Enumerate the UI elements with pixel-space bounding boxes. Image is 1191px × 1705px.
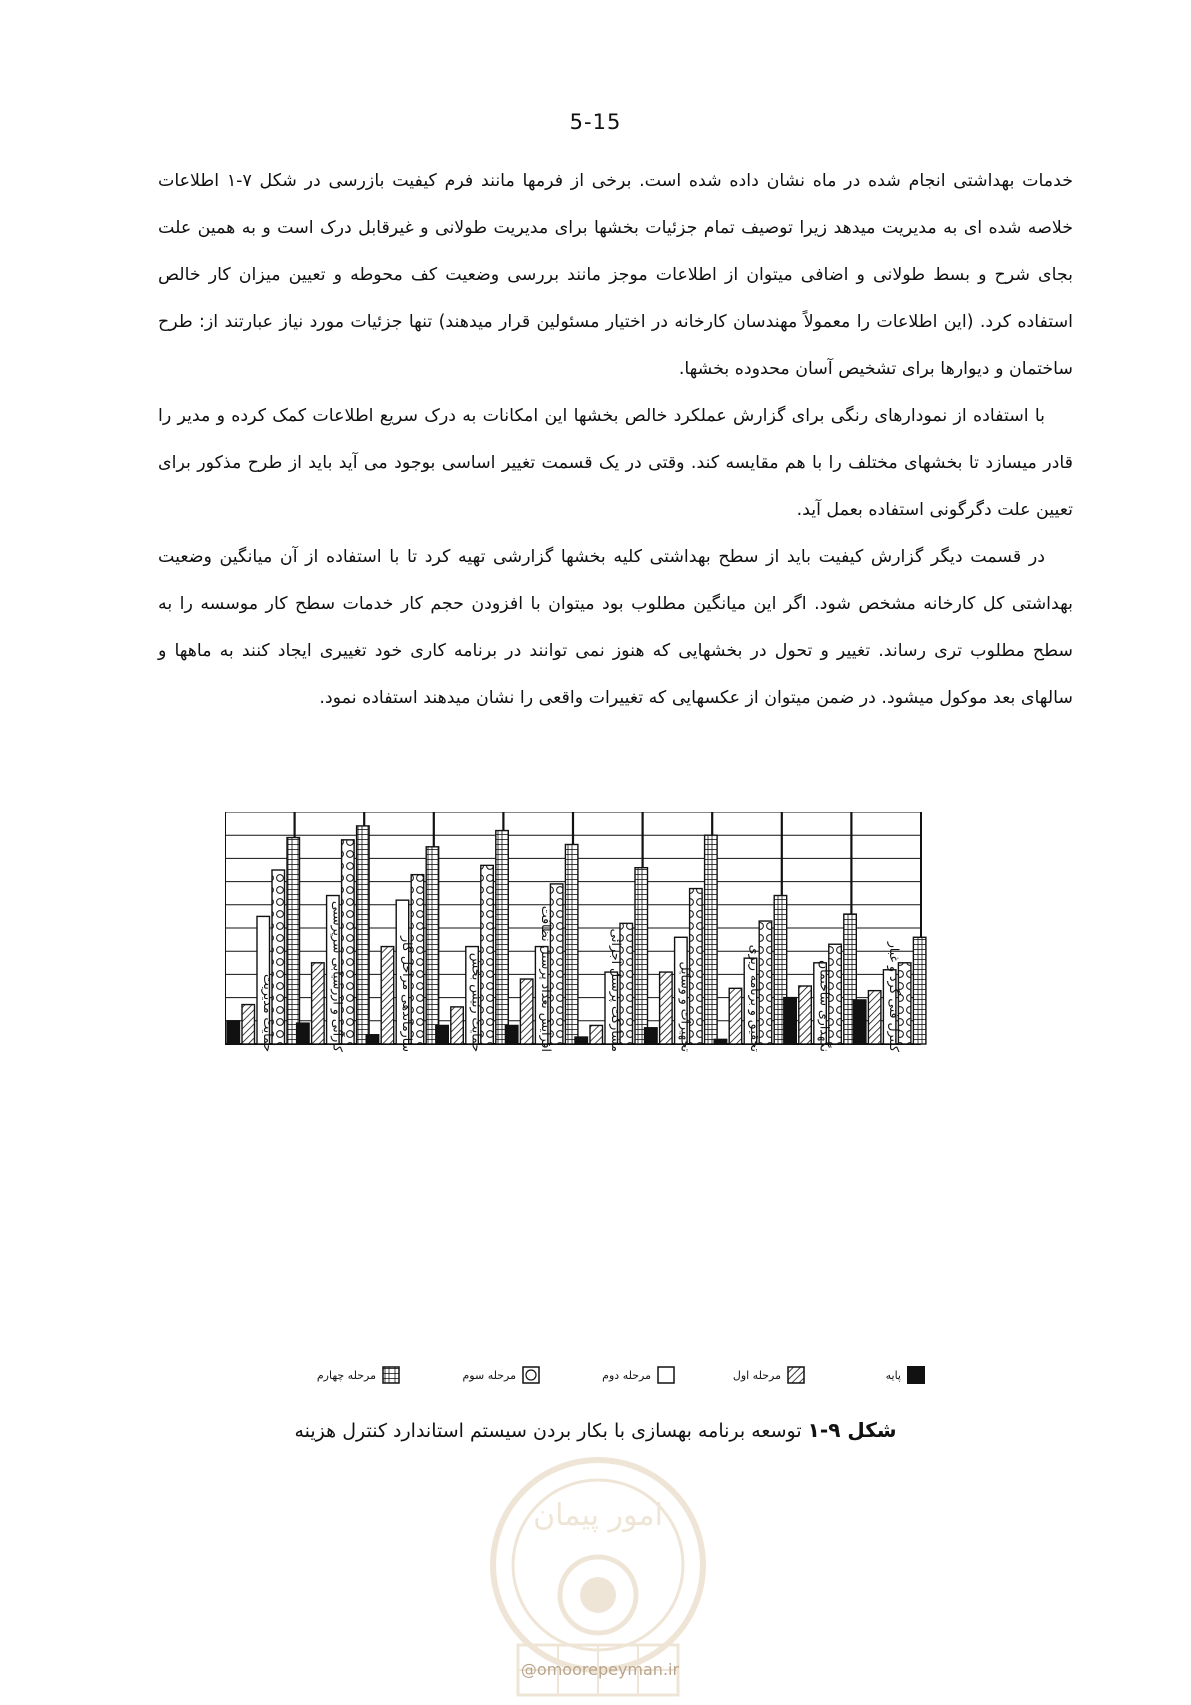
bar-solid: [227, 1021, 240, 1044]
category-label: تجهیزات و وسایل: [678, 961, 694, 1052]
bar-solid: [436, 1025, 449, 1044]
legend-item-stage2: [602, 1366, 675, 1384]
bar-hatch: [381, 947, 394, 1044]
bar-hatch: [451, 1007, 464, 1044]
bar-hatch: [729, 988, 742, 1044]
category-label: افزایش تعداد پرسنل نظافت: [539, 905, 555, 1052]
legend-swatch-hatch: [787, 1366, 805, 1384]
bar-solid: [366, 1035, 379, 1044]
watermark-url: @omoorepeyman.ir: [520, 1660, 680, 1679]
figure-caption-text: توسعه برنامه بهسازی با بکار بردن سیستم استاندارد کنترل هزینه: [294, 1420, 802, 1442]
legend-label-stage2: مرحله دوم: [602, 1368, 651, 1382]
legend-swatch-empty: [657, 1366, 675, 1384]
bar-hatch: [590, 1025, 603, 1044]
legend-item-base: [886, 1366, 925, 1384]
legend-item-stage4: [317, 1366, 400, 1384]
body-text: [158, 158, 1073, 722]
legend-item-stage3: [462, 1366, 540, 1384]
bar-bricks: [496, 831, 509, 1044]
bar-chart-svg: [225, 812, 975, 1292]
bar-bricks: [287, 838, 300, 1044]
bar-hatch: [520, 979, 533, 1044]
bar-hatch: [799, 986, 812, 1044]
legend-swatch-circles: [522, 1366, 540, 1384]
bar-solid: [784, 998, 797, 1044]
bar-solid: [714, 1039, 727, 1044]
category-label: مشارکت پرسنل اجرائی: [608, 928, 624, 1052]
bar-solid: [297, 1023, 310, 1044]
legend-swatch-solid: [907, 1366, 925, 1384]
bar-chart: [225, 812, 975, 1292]
figure-number: شکل ۹-۱: [807, 1418, 897, 1442]
category-label: کنترل فنی گرد و غبار: [887, 941, 903, 1052]
category-label: حمایت رئیس بخش: [469, 952, 485, 1052]
bar-bricks: [565, 844, 578, 1044]
category-label: حمایت مدیریت: [260, 974, 276, 1052]
bar-bricks: [913, 937, 926, 1044]
category-label: نگهداری ساختمان: [817, 960, 833, 1052]
bar-bricks: [426, 847, 439, 1044]
bar-hatch: [868, 991, 881, 1044]
paragraph-1: خدمات بهداشتی انجام شده در ماه نشان داده شده است. برخی از فرمها مانند فرم کیفیت بازرسی در شکل ۷-۱ اطلاعات خلاصه شده ای به مدیریت میدهد زیرا توصیف تمام جزئیات بخشها برای مدیریت طولانی و غیرقابل درک است و به همین علت بجای شرح و بسط طولانی و اضافی میتوان از اطلاعات موجز مانند بررسی وضعیت کف محوطه و تعیین میزان کار خالص استفاده کرد. (این اطلاعات را معمولاً مهندسان کارخانه در اختیار مسئولین قرار میدهند) تنها جزئیات مورد نیاز عبارتند از: طرح ساختمان و دیوارها برای تشخیص آسان محدوده بخشها.: [158, 171, 1074, 379]
legend-item-stage1: [733, 1366, 805, 1384]
paragraph-3: در قسمت دیگر گزارش کیفیت باید از سطح بهداشتی کلیه بخشها گزارشی تهیه کرد تا با استفاده از آن میانگین وضعیت بهداشتی کل کارخانه مشخص شود. اگر این میانگین مطلوب بود میتوان با افزودن حجم کار خدمات سطح کار موسسه را به سطح مطلوب تری رساند. تغییر و تحول در بخشهایی که هنوز نمی توانند در برنامه کاری خود تغییری ایجاد کنند به ماهها و سالهای بعد موکول میشود. در ضمن میتوان از عکسهایی که تغییرات واقعی را نشان میدهند استفاده نمود.: [158, 547, 1073, 708]
bar-bricks: [635, 868, 648, 1044]
category-label: سازماندهی مراحل کار: [400, 936, 415, 1052]
paragraph-2: با استفاده از نمودارهای رنگی برای گزارش عملکرد خالص بخشها این امکانات به درک سریع اطلاعات کمک کرده و مدیر را قادر میسازد تا بخشهای مختلف را با هم مقایسه کند. وقتی در یک قسمت تغییر اساسی بوجود می آید باید از طرح مذکور برای تعیین علت دگرگونی استفاده بعمل آید.: [158, 406, 1073, 520]
legend-label-stage3: مرحله سوم: [462, 1368, 516, 1382]
category-label: تحقیق و برنامه ریزی: [748, 944, 763, 1052]
chart-legend: [265, 1366, 925, 1396]
category-label: کارآئی و ارزشیابی سرپرستی: [330, 900, 346, 1052]
legend-swatch-bricks: [382, 1366, 400, 1384]
bar-bricks: [705, 835, 718, 1044]
bar-hatch: [242, 1005, 255, 1044]
bar-hatch: [660, 972, 673, 1044]
bar-solid: [853, 1000, 866, 1044]
bar-solid: [505, 1025, 518, 1044]
legend-label-base: پایه: [885, 1368, 901, 1382]
legend-label-stage1: مرحله اول: [732, 1368, 781, 1382]
figure-caption: [0, 1418, 1191, 1442]
bar-solid: [575, 1037, 588, 1044]
bar-hatch: [312, 963, 325, 1044]
legend-label-stage4: مرحله چهارم: [316, 1368, 376, 1382]
bar-solid: [645, 1028, 658, 1044]
watermark-text: امور پیمان: [533, 1498, 663, 1533]
page-number: 5-15: [569, 110, 622, 134]
bar-bricks: [357, 826, 370, 1044]
